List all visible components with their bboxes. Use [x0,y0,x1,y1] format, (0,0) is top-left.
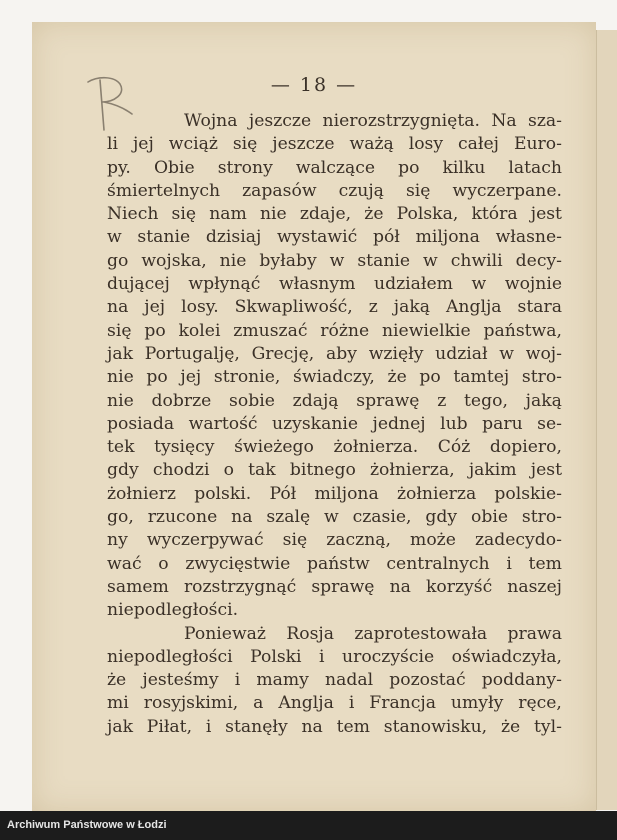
word: polski. [194,483,252,504]
word: że [387,367,407,388]
word: stanowisku, [383,716,488,737]
word: stro- [521,367,562,388]
word: o [223,460,234,481]
word: stro- [521,507,562,528]
word: na [231,507,253,528]
word: i [205,716,212,737]
word: na [389,576,411,597]
word: polskie- [494,483,562,504]
word: jak [107,343,133,364]
text-line [107,366,562,389]
word: tysięcy [154,437,215,458]
word: jaką [525,390,562,411]
word: strony [217,157,273,178]
word: niepodległości [107,646,233,667]
word: wartość [188,413,258,434]
word: i [506,553,512,574]
word: zwycięstwie [185,553,291,574]
word: po [398,157,420,178]
word: kilku [442,157,486,178]
word: obie [470,507,508,528]
word: wyczerpane. [452,180,562,201]
word: w [324,507,339,528]
word: li [107,134,118,155]
word: byłaby [259,250,317,271]
text-line [107,343,562,366]
word: Pół [269,483,297,504]
word: mi [107,693,129,714]
word: Grecję, [251,343,315,364]
word: i [319,646,325,667]
word: walczące [295,157,376,178]
word: całej [458,134,499,155]
word: że [364,204,384,225]
word: Anglja [445,297,502,318]
text-line [107,157,562,180]
word: w [471,274,487,295]
text-line [107,646,562,669]
word: samem [107,576,169,597]
word: lub [440,413,468,434]
word: tego, [464,390,508,411]
word: se- [537,413,562,434]
word: chwili [450,250,503,271]
word: w [423,250,438,271]
word: miljona [415,227,480,248]
word: umyły [450,693,504,714]
word: szalę [266,507,311,528]
word: się [171,204,197,225]
word: jej [144,297,166,318]
word: zdają [292,390,339,411]
word: jednej [372,413,426,434]
word: z [437,390,447,411]
word: się [282,530,308,551]
word: w [499,343,515,364]
word: jest [530,204,562,225]
text-line [107,576,562,599]
word: centralnych [386,553,490,574]
word: rosyjskimi, [143,693,239,714]
word: stanęły [225,716,288,737]
word: sobie [229,390,275,411]
word: korzyść [426,576,493,597]
word: nierozstrzygnięta. [322,111,480,131]
word: jej [132,134,154,155]
word: dobrze [151,390,212,411]
word: woj- [525,343,562,364]
text-line [107,320,562,343]
book-page [32,22,596,812]
word: jaką [393,297,431,318]
word: prawa [507,623,562,644]
text-line [107,226,562,249]
word: jeszcze [248,111,312,131]
word: zapasów [242,180,317,201]
text-line [107,413,562,436]
word: gdy [425,507,458,528]
word: Ponieważ [184,623,266,644]
word: jakim [468,460,517,481]
text-line [107,390,562,413]
word: żołnierz [107,483,176,504]
word: żołnierza, [369,460,455,481]
word: Cóż [437,437,471,458]
text-line [107,203,562,226]
text-line [107,529,562,552]
word: decy- [515,250,562,271]
word: się [232,134,258,155]
word: Obie [153,157,195,178]
word: sza- [528,111,562,131]
word: stronie, [213,367,281,388]
text-line [107,459,562,482]
word: na [301,716,323,737]
word: py. [107,157,131,178]
word: dopiero, [489,437,562,458]
word: różne [320,320,370,341]
word: Niech [107,204,159,225]
word: zaczną, [326,530,391,551]
word: sprawę [356,390,420,411]
page-number: — 18 — [270,74,358,96]
word: jesteśmy [142,670,219,691]
word: dującej [107,274,170,295]
next-page-edge [596,30,617,810]
word: pozostać [389,670,466,691]
word: się [107,320,132,341]
word: może [410,530,456,551]
word: Francja [369,693,436,714]
word: chodzi [152,460,210,481]
word: paru [482,413,523,434]
word: Polski [250,646,302,667]
word: świeżego [234,437,314,458]
word: ny [107,530,128,551]
word: która [471,204,518,225]
word: nie [219,250,247,271]
text-line [107,506,562,529]
word: stara [517,297,562,318]
word: państwa, [483,320,562,341]
word: niewielkie [381,320,471,341]
word: wciąż [168,134,218,155]
word: Rosja [286,623,335,644]
word: jeszcze [272,134,335,155]
word: żołnierza. [333,437,419,458]
text-line [107,296,562,319]
word: losy [408,134,444,155]
word: Piłat, [146,716,193,737]
word: pół [372,227,400,248]
word: z [368,297,378,318]
word: i [348,693,355,714]
word: nie [107,390,134,411]
text-line [107,599,562,622]
word: państw [306,553,370,574]
word: nadal [325,670,374,691]
word: czują [338,180,384,201]
archive-footer [0,811,617,840]
word: Na [491,111,517,131]
word: uroczyście [342,646,435,667]
word: zmuszać [233,320,308,341]
word: wyczerpywać [146,530,264,551]
word: i [234,670,241,691]
word: po [144,320,166,341]
word: świadczy, [293,367,375,388]
word: Wojna [184,111,238,131]
word: sprawę [311,576,375,597]
word: rzucone [147,507,218,528]
word: dzisiaj [205,227,262,248]
word: ważą [349,134,394,155]
word: a [253,693,264,714]
word: rozstrzygnąć [183,576,297,597]
text-line [107,669,562,692]
word: wojska, [141,250,207,271]
word: jak [107,716,133,737]
word: tem [528,553,562,574]
text-line [107,623,562,646]
word: wojnie [504,274,562,295]
word: tamtej [453,367,510,388]
word: o [158,553,169,574]
text-line [107,692,562,715]
word: tek [107,437,135,458]
word: tak [248,460,276,481]
body-text [107,110,562,739]
word: własne- [495,227,562,248]
word: wać [107,553,142,574]
word: uzyskanie [272,413,359,434]
word: w [329,250,345,271]
text-line [107,716,562,739]
word: że [500,716,521,737]
word: Portugalję, [144,343,240,364]
word: czasie, [352,507,412,528]
word: Euro- [513,134,562,155]
archive-label: Archiwum Państwowe w Łodzi [7,819,167,831]
word: latach [508,157,562,178]
text-line [107,273,562,296]
text-line [107,110,562,133]
text-line [107,483,562,506]
text-line [107,180,562,203]
word: jest [530,460,562,481]
word: miljona [314,483,379,504]
word: żołnierza [396,483,477,504]
word: wystawić [277,227,358,248]
word: nie [107,367,134,388]
word: Polska, [396,204,459,225]
word: kolei [178,320,221,341]
text-line [107,250,562,273]
word: bitnego [289,460,356,481]
word: wpłynąć [188,274,261,295]
word: oświadczyła, [451,646,562,667]
word: zaprotestowała [354,623,488,644]
word: wzięły [368,343,424,364]
word: go [107,250,129,271]
word: na [107,297,129,318]
word: tyl- [533,716,562,737]
word: gdy [107,460,139,481]
word: stanie [137,227,191,248]
word: nie [259,204,287,225]
word: w [107,227,122,248]
word: śmiertelnych [107,180,221,201]
text-line [107,133,562,156]
word: Skwapliwość, [234,297,353,318]
word: udziałem [374,274,453,295]
word: się [405,180,431,201]
word: po [146,367,168,388]
word: po [419,367,441,388]
word: ręce, [518,693,562,714]
text-line [107,553,562,576]
word: niepodległości. [107,600,239,621]
word: Anglja [278,693,334,714]
word: poddany- [481,670,562,691]
word: naszej [507,576,562,597]
word: posiada [107,413,175,434]
word: aby [326,343,357,364]
word: zadecydo- [474,530,562,551]
word: że [107,670,127,691]
word: losy. [181,297,219,318]
word: udział [435,343,488,364]
word: własnym [278,274,356,295]
word: jej [180,367,202,388]
word: nam [209,204,247,225]
text-line [107,436,562,459]
word: stanie [357,250,411,271]
word: tem [336,716,370,737]
word: mamy [256,670,309,691]
word: zdaje, [299,204,352,225]
word: go, [107,507,134,528]
